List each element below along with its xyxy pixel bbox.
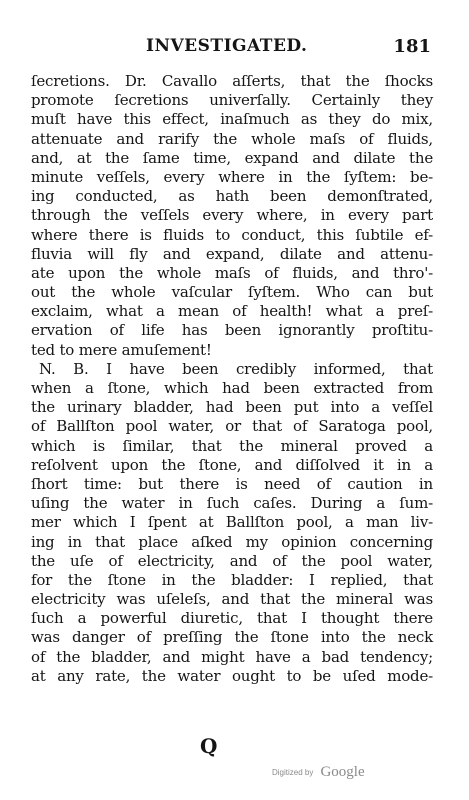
running-head: [34, 36, 433, 60]
text-line: reſolvent upon the ſtone, and diſſolved it in a: [31, 455, 433, 474]
text-line: the uſe of electricity, and of the pool water,: [31, 551, 433, 570]
watermark-brand: Google: [320, 764, 365, 780]
text-line: attenuate and rarify the whole maſs of fluids,: [31, 129, 433, 148]
running-title: INVESTIGATED.: [146, 36, 308, 56]
text-line: ing conducted, as hath been demonſtrated,: [31, 187, 433, 206]
text-line: ing in that place aſked my opinion concerning: [31, 532, 433, 551]
text-line: which is ſimilar, that the mineral proved a: [31, 436, 433, 455]
text-line: promote ſecretions univerſally. Certainly they: [31, 91, 433, 110]
text-line: ate upon the whole maſs of fluids, and thro'-: [31, 263, 433, 282]
text-line: of Ballſton pool water, or that of Saratoga pool,: [31, 417, 433, 436]
text-line: and, at the ſame time, expand and dilate the: [31, 148, 433, 167]
text-line: N. B. I have been credibly informed, that: [39, 359, 433, 378]
text-line: for the ſtone in the bladder: I replied, that: [31, 570, 433, 589]
text-line: uſing the water in ſuch caſes. During a ſum-: [31, 494, 433, 513]
signature-mark: Q: [200, 734, 218, 758]
text-line: when a ſtone, which had been extracted from: [31, 379, 433, 397]
text-line: ſhort time: but there is need of caution in: [31, 474, 433, 493]
text-line: ted to mere amuſement!: [31, 340, 212, 359]
text-line: was danger of preſſing the ſtone into the neck: [31, 628, 433, 647]
text-line: out the whole vaſcular ſyſtem. Who can but: [31, 283, 433, 302]
text-line: of the bladder, and might have a bad tendency;: [31, 647, 433, 666]
watermark-prefix: Digitized by: [272, 768, 314, 777]
body-text: [31, 72, 433, 686]
text-line: ervation of life has been ignorantly proſtitu-: [31, 321, 433, 340]
text-line: at any rate, the water ought to be uſed mode-: [31, 666, 433, 685]
text-line: the urinary bladder, had been put into a veſſel: [31, 398, 433, 417]
text-line: through the veſſels every where, in every part: [31, 206, 433, 225]
text-line: where there is fluids to conduct, this ſubtile ef-: [31, 225, 433, 244]
page-number: 181: [393, 36, 431, 57]
text-line: minute veſſels, every where in the ſyſtem: be-: [31, 167, 433, 186]
digitized-watermark: [272, 762, 365, 781]
text-line: ſuch a powerful diuretic, that I thought there: [31, 609, 433, 628]
text-line: mer which I ſpent at Ballſton pool, a man liv-: [31, 513, 433, 532]
text-line: exclaim, what a mean of health! what a preſ-: [31, 302, 433, 321]
text-line: muſt have this effect, inaſmuch as they do mix,: [31, 110, 433, 129]
text-line: electricity was uſeleſs, and that the mineral was: [31, 590, 433, 609]
text-line: ſecretions. Dr. Cavallo aſſerts, that the ſhocks: [31, 72, 433, 90]
text-line: fluvia will fly and expand, dilate and attenu-: [31, 244, 433, 263]
